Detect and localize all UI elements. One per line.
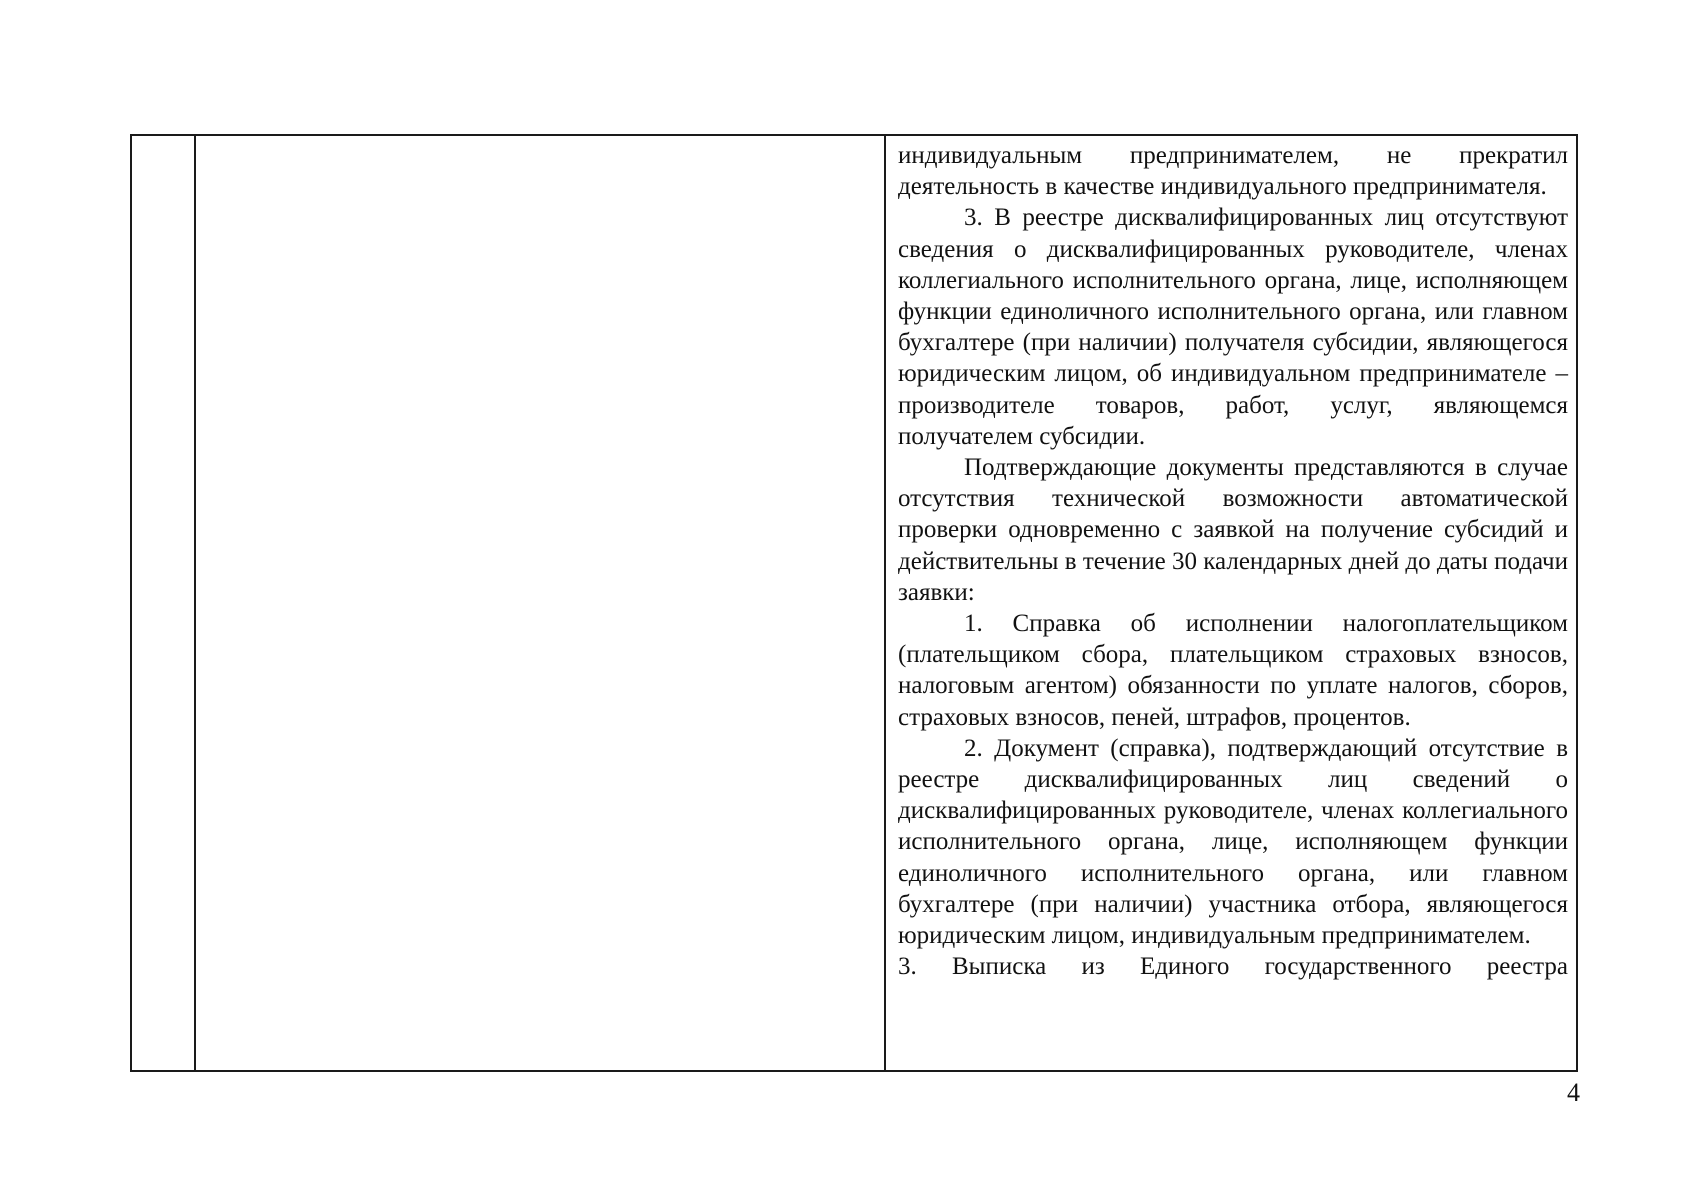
page-number: 4 [1567, 1078, 1580, 1107]
paragraph-document-2: 2. Документ (справка), подтверждающий отсутствие в реестре дисквалифицированных лиц сведений о дисквалифицированных руководителе, членах коллегиального исполнительного органа, лице, исполняющем функции единоличного исполнительного органа, или главном бухгалтере (при наличии) участника отбора, являющегося юридическим лицом, индивидуальным предпринимателем. [898, 734, 1568, 950]
column-divider-1 [194, 136, 196, 1070]
paragraph-continuation: индивидуальным предпринимателем, не прекратил деятельность в качестве индивидуального предпринимателя. [898, 142, 1568, 201]
paragraph-document-3: 3. Выписка из Единого государственного реестра [898, 953, 1568, 981]
document-table [130, 134, 1578, 1072]
table-cell-text [898, 140, 1568, 982]
paragraph-supporting-documents: Подтверждающие документы представляются в случае отсутствия технической возможности автоматической проверки одновременно с заявкой на получение субсидий и действительны в течение 30 календарных дней до даты подачи заявки: [898, 454, 1568, 606]
column-divider-2 [884, 136, 886, 1070]
paragraph-item-3-registry: 3. В реестре дисквалифицированных лиц отсутствуют сведения о дисквалифицированных руководителе, членах коллегиального исполнительного органа, лице, исполняющем функции единоличного исполнительного органа, или главном бухгалтере (при наличии) получателя субсидии, являющегося юридическим лицом, об индивидуальном предпринимателе – производителе товаров, работ, услуг, являющемся получателем субсидии. [898, 204, 1568, 450]
paragraph-document-1: 1. Справка об исполнении налогоплательщиком (плательщиком сбора, плательщиком страховых взносов, налоговым агентом) обязанности по уплате налогов, сборов, страховых взносов, пеней, штрафов, процентов. [898, 610, 1568, 731]
